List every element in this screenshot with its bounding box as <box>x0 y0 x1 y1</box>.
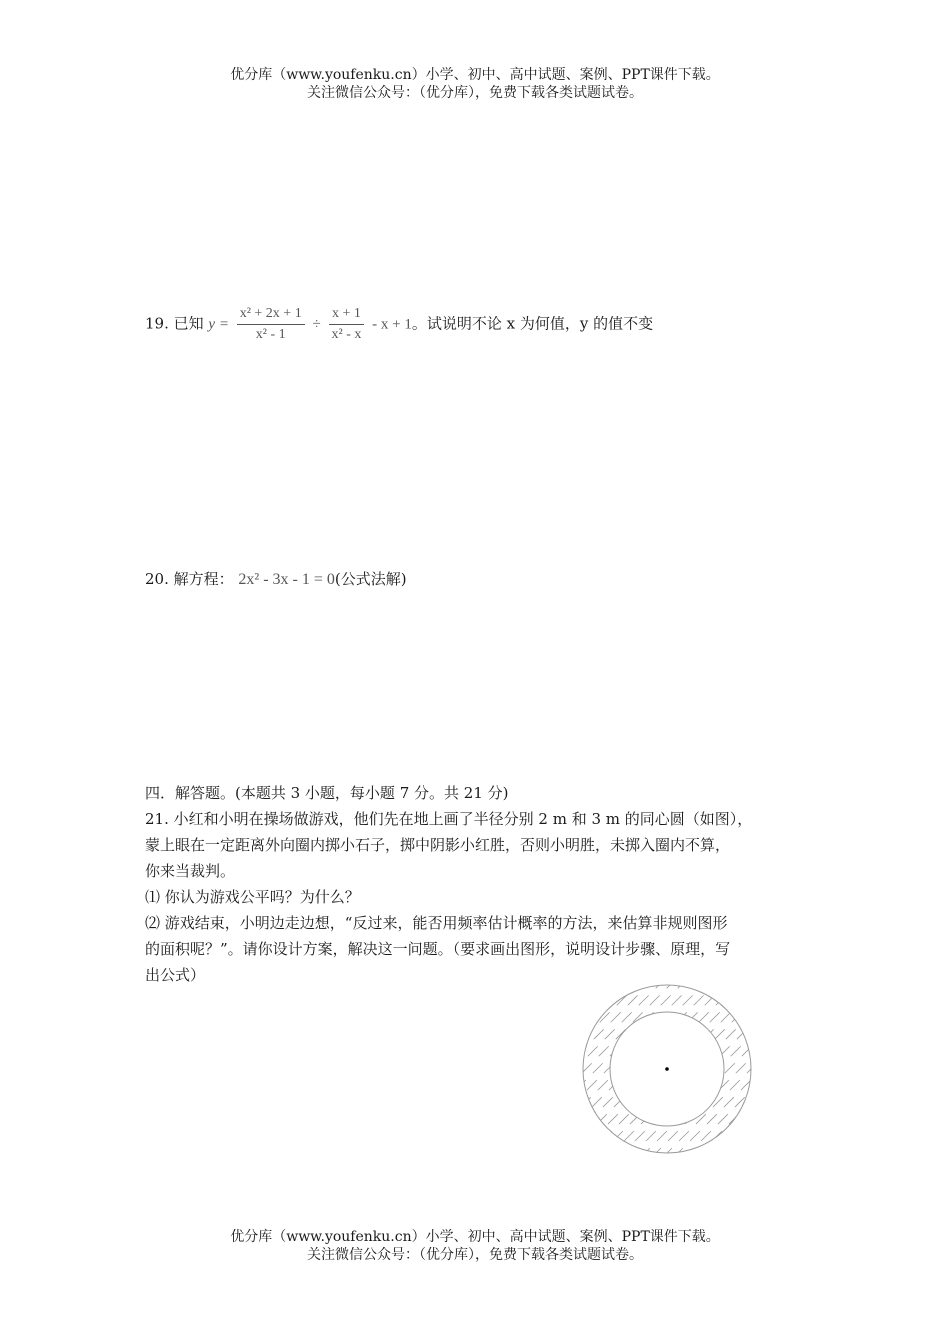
question-20 <box>145 568 407 589</box>
q19-divide-sign: ÷ <box>312 316 321 333</box>
q21-subquestion-2-line-3: 出公式） <box>145 966 206 984</box>
hatch-line <box>578 980 730 1158</box>
q20-equation: 2x² - 3x - 1 = 0 <box>238 571 335 588</box>
q21-line-3: 你来当裁判。 <box>145 862 236 880</box>
hatch-line <box>578 980 653 1158</box>
hatch-line <box>673 980 756 1158</box>
hatch-line <box>578 980 752 1158</box>
hatch-line <box>578 980 620 1158</box>
q19-frac1-numerator: x² + 2x + 1 <box>237 306 305 325</box>
q19-fraction-1 <box>237 306 305 343</box>
hatch-line <box>578 980 664 1158</box>
hatch-line <box>578 980 675 1158</box>
hatch-line <box>618 980 756 1158</box>
q19-frac2-denominator: x² - x <box>331 327 362 342</box>
q20-suffix: (公式法解) <box>334 570 407 588</box>
section-4-title: 四．解答题。(本题共 3 小题，每小题 7 分。共 21 分) <box>145 784 509 802</box>
footer-line-2: 关注微信公众号：（优分库），免费下载各类试题试卷。 <box>307 1247 643 1263</box>
hatch-line <box>596 980 756 1158</box>
hatch-line <box>578 980 697 1158</box>
hatch-line <box>578 980 719 1158</box>
q21-line-1: 21. 小红和小明在操场做游戏，他们先在地上画了半径分别 2 m 和 3 m 的同心圆（如图）， <box>145 810 753 828</box>
header-line-2: 关注微信公众号：（优分库），免费下载各类试题试卷。 <box>307 85 643 101</box>
page-header <box>0 66 950 102</box>
hatch-line <box>640 980 756 1158</box>
hatch-line <box>578 980 598 1158</box>
hatch-line <box>578 980 686 1158</box>
section-4 <box>145 780 825 988</box>
page-footer <box>0 1228 950 1264</box>
q19-fraction-2 <box>329 306 365 343</box>
header-line-1: 优分库（www.youfenku.cn）小学、初中、高中试题、案例、PPT课件下载。 <box>230 67 720 83</box>
q21-subquestion-1: ⑴ 你认为游戏公平吗？为什么？ <box>145 888 360 906</box>
center-point <box>665 1067 669 1071</box>
q19-frac1-denominator: x² - 1 <box>255 327 286 342</box>
q19-y-eq: y = <box>208 316 229 333</box>
hatch-line <box>728 980 756 1158</box>
hatch-line <box>607 980 756 1158</box>
q19-suffix: 。试说明不论 x 为何值，y 的值不变 <box>411 314 654 333</box>
q21-line-2: 蒙上眼在一定距离外向圈内掷小石子，掷中阴影小红胜，否则小明胜，未掷入圈内不算， <box>145 836 731 854</box>
q21-subquestion-2-line-2: 的面积呢？”。请你设计方案，解决这一问题。（要求画出图形，说明设计步骤、原理，写 <box>145 940 731 958</box>
hatch-line <box>739 980 756 1158</box>
question-19 <box>145 306 653 343</box>
footer-line-1: 优分库（www.youfenku.cn）小学、初中、高中试题、案例、PPT课件下载。 <box>230 1229 720 1245</box>
q19-frac2-numerator: x + 1 <box>329 306 365 325</box>
hatch-line <box>629 980 756 1158</box>
hatch-line <box>706 980 756 1158</box>
q21-subquestion-2-line-1: ⑵ 游戏结束，小明边走边想，“反过来，能否用频率估计概率的方法，来估算非规则图形 <box>145 914 728 932</box>
q19-prefix: 19. 已知 <box>145 314 204 333</box>
concentric-circles-figure <box>578 980 756 1158</box>
q20-prefix: 20. 解方程： <box>145 570 234 588</box>
hatch-line <box>695 980 756 1158</box>
hatch-line <box>684 980 756 1158</box>
hatch-line <box>662 980 756 1158</box>
q19-tail-expression: - x + 1 <box>372 316 412 333</box>
hatch-line <box>578 980 741 1158</box>
